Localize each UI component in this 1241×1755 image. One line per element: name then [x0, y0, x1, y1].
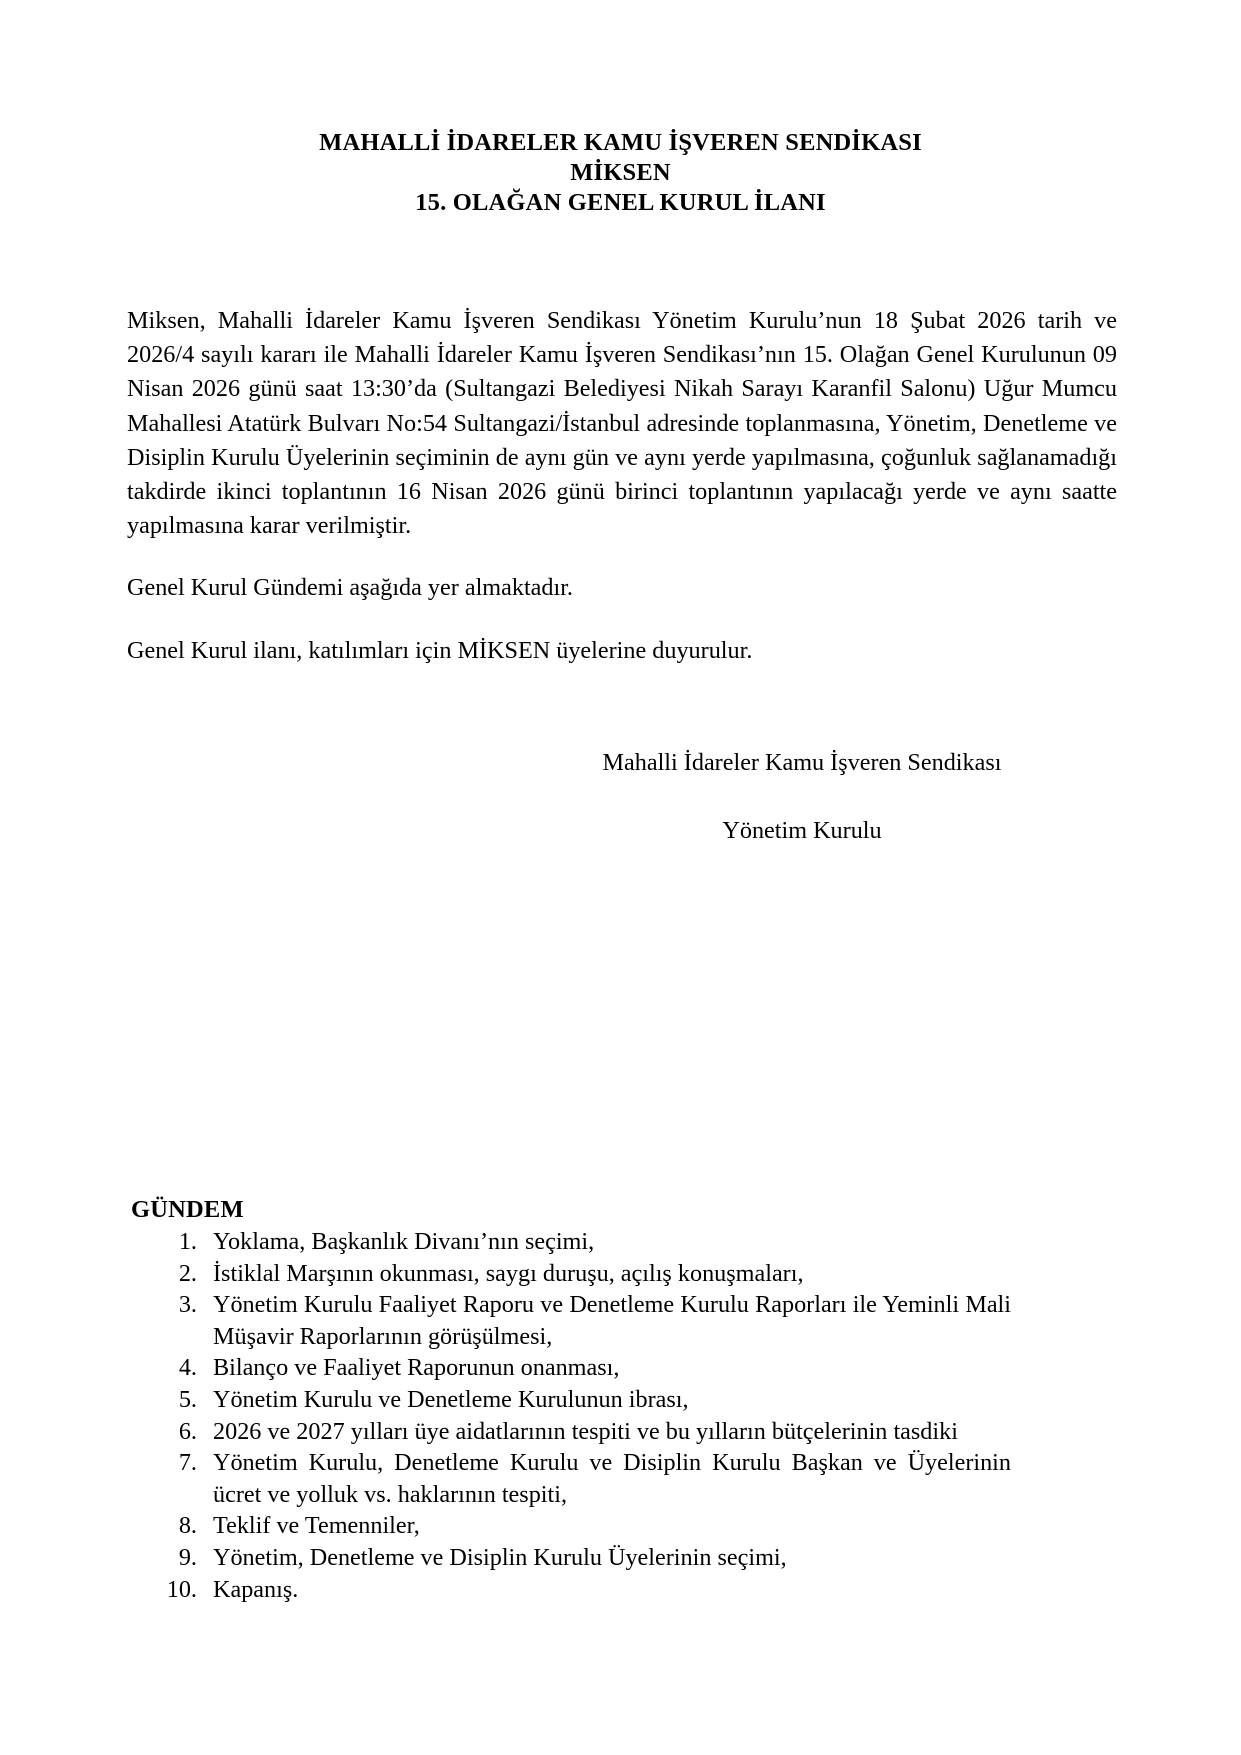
agenda-item: 4. Bilanço ve Faaliyet Raporunun onanması, — [203, 1352, 1011, 1384]
signature-organization: Mahalli İdareler Kamu İşveren Sendikası — [602, 748, 1002, 776]
announcement-paragraph: Genel Kurul ilanı, katılımları için MİKSEN üyelerine duyurulur. — [127, 636, 753, 664]
document-body — [124, 304, 1117, 848]
document-title-block — [0, 128, 1241, 218]
intro-paragraph: Miksen, Mahalli İdareler Kamu İşveren Sendikası Yönetim Kurulu’nun 18 Şubat 2026 tarih ve 2026/4 sayılı kararı ile Mahalli İdareler Kamu İşveren Sendikası’nın 15. Olağan Genel Kurulunun 09 Nisan 2026 günü saat 13:30’da (Sultangazi Belediyesi Nikah Sarayı Karanfil Salonu) Uğur Mumcu Mahallesi Atatürk Bulvarı No:54 Sultangazi/İstanbul adresinde toplanmasına, Yönetim, Denetleme ve Disiplin Kurulu Üyelerinin seçiminin de aynı gün ve aynı yerde yapılmasına, çoğunluk sağlanamadığı takdirde ikinci toplantının 16 Nisan 2026 günü birinci toplantının yapılacağı yerde ve aynı saatte yapılmasına karar verilmiştir. — [127, 307, 1117, 540]
agenda-item: 9. Yönetim, Denetleme ve Disiplin Kurulu Üyelerinin seçimi, — [203, 1542, 1011, 1574]
agenda-item: 3. Yönetim Kurulu Faaliyet Raporu ve Denetleme Kurulu Raporları ile Yeminli Mali Müşavir Raporlarının görüşülmesi, — [203, 1289, 1011, 1352]
title-line-organization: MAHALLİ İDARELER KAMU İŞVEREN SENDİKASI — [319, 129, 922, 156]
agenda-heading: GÜNDEM — [131, 1196, 244, 1223]
agenda-item: 8. Teklif ve Temenniler, — [203, 1510, 1011, 1542]
agenda-item: 6. 2026 ve 2027 yılları üye aidatlarının tespiti ve bu yılların bütçelerinin tasdiki — [203, 1416, 1011, 1448]
agenda-item: 1. Yoklama, Başkanlık Divanı’nın seçimi, — [203, 1226, 1011, 1258]
agenda-item: 2. İstiklal Marşının okunması, saygı duruşu, açılış konuşmaları, — [203, 1258, 1011, 1290]
agenda-section — [131, 1196, 1011, 1605]
agenda-list — [131, 1226, 1011, 1605]
signature-board: Yönetim Kurulu — [722, 816, 882, 844]
title-line-subject: 15. OLAĞAN GENEL KURUL İLANI — [415, 189, 826, 216]
signature-block — [127, 746, 1117, 848]
title-line-acronym: MİKSEN — [570, 159, 671, 186]
agenda-item: 7. Yönetim Kurulu, Denetleme Kurulu ve Disiplin Kurulu Başkan ve Üyelerinin ücret ve yolluk vs. haklarının tespiti, — [203, 1447, 1011, 1510]
agenda-item: 10. Kapanış. — [203, 1574, 1011, 1606]
agenda-item: 5. Yönetim Kurulu ve Denetleme Kurulunun ibrası, — [203, 1384, 1011, 1416]
agenda-notice-paragraph: Genel Kurul Gündemi aşağıda yer almaktadır. — [127, 574, 573, 602]
